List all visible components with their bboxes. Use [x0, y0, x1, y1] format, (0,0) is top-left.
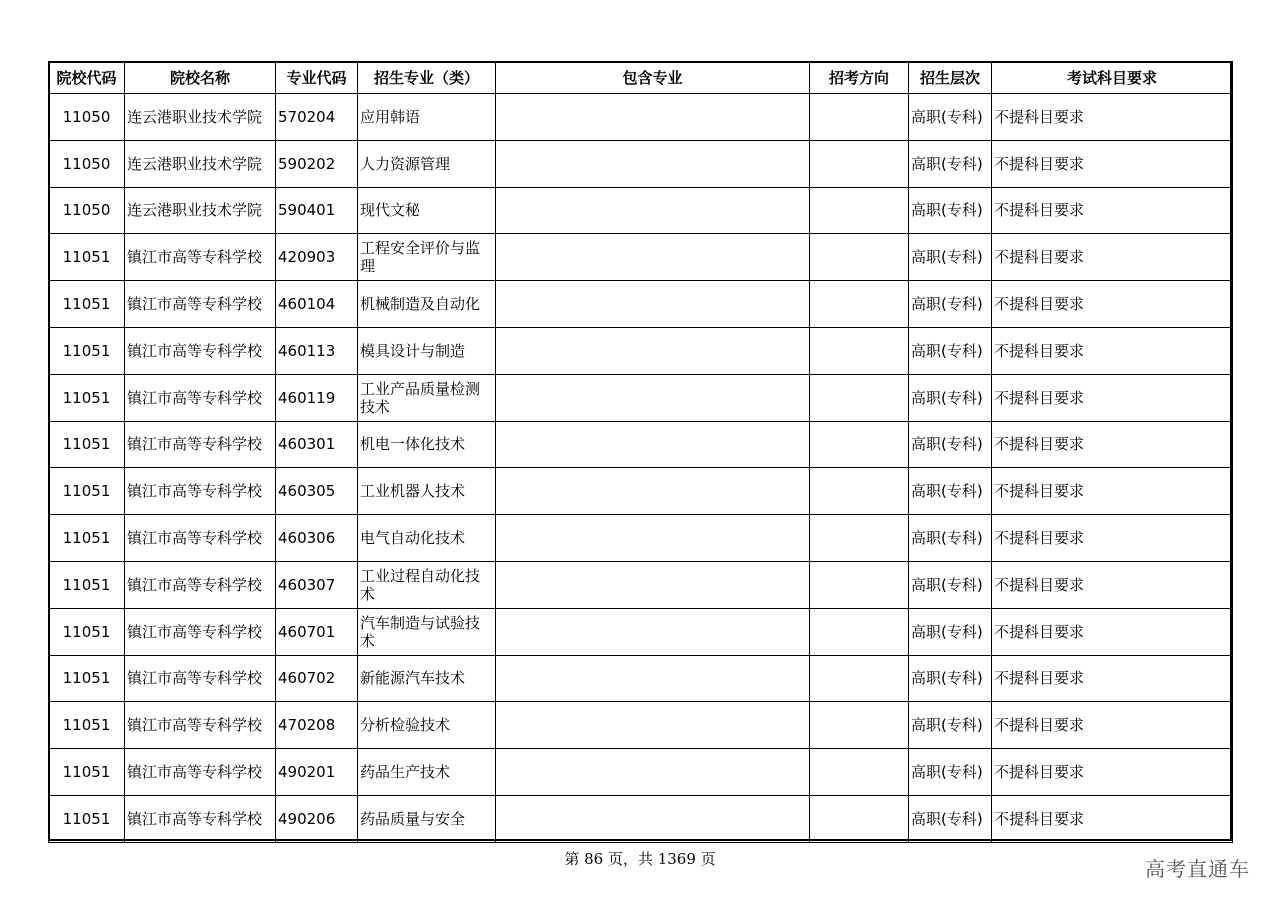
cell-subject-requirement: 不提科目要求	[992, 515, 1233, 562]
cell-major-code: 470208	[276, 702, 358, 749]
cell-school-name: 镇江市高等专科学校	[125, 655, 276, 702]
header-direction: 招考方向	[810, 62, 909, 94]
table-row	[49, 140, 1233, 187]
cell-direction	[810, 281, 909, 328]
cell-school-name: 镇江市高等专科学校	[125, 234, 276, 281]
cell-school-name: 镇江市高等专科学校	[125, 795, 276, 842]
cell-subject-requirement: 不提科目要求	[992, 561, 1233, 608]
cell-major: 机电一体化技术	[358, 421, 496, 468]
cell-direction	[810, 608, 909, 655]
table-row	[49, 795, 1233, 842]
cell-major-code: 460307	[276, 561, 358, 608]
cell-direction	[810, 327, 909, 374]
cell-major-code: 590202	[276, 140, 358, 187]
cell-subject-requirement: 不提科目要求	[992, 234, 1233, 281]
cell-subject-requirement: 不提科目要求	[992, 749, 1233, 796]
cell-major-code: 460104	[276, 281, 358, 328]
cell-major: 应用韩语	[358, 94, 496, 141]
cell-major: 新能源汽车技术	[358, 655, 496, 702]
cell-school-code: 11051	[49, 234, 125, 281]
cell-school-name: 连云港职业技术学院	[125, 94, 276, 141]
admissions-table	[48, 61, 1233, 843]
cell-major: 工业产品质量检测技术	[358, 374, 496, 421]
cell-direction	[810, 187, 909, 234]
cell-included-majors	[496, 749, 810, 796]
header-school-name: 院校名称	[125, 62, 276, 94]
cell-major-code: 460701	[276, 608, 358, 655]
cell-direction	[810, 561, 909, 608]
cell-school-code: 11050	[49, 94, 125, 141]
cell-school-name: 镇江市高等专科学校	[125, 421, 276, 468]
cell-subject-requirement: 不提科目要求	[992, 655, 1233, 702]
cell-school-name: 镇江市高等专科学校	[125, 515, 276, 562]
table-row	[49, 468, 1233, 515]
cell-included-majors	[496, 374, 810, 421]
header-included-majors: 包含专业	[496, 62, 810, 94]
cell-subject-requirement: 不提科目要求	[992, 468, 1233, 515]
header-major: 招生专业（类）	[358, 62, 496, 94]
table-row	[49, 561, 1233, 608]
cell-major: 现代文秘	[358, 187, 496, 234]
cell-subject-requirement: 不提科目要求	[992, 421, 1233, 468]
cell-school-code: 11051	[49, 749, 125, 796]
cell-major-code: 420903	[276, 234, 358, 281]
cell-school-code: 11051	[49, 421, 125, 468]
cell-direction	[810, 795, 909, 842]
cell-level: 高职(专科)	[909, 561, 992, 608]
cell-major: 工程安全评价与监理	[358, 234, 496, 281]
cell-major-code: 490201	[276, 749, 358, 796]
table-row	[49, 608, 1233, 655]
watermark-text: 高考直通车	[1145, 857, 1250, 881]
cell-school-name: 镇江市高等专科学校	[125, 561, 276, 608]
cell-subject-requirement: 不提科目要求	[992, 187, 1233, 234]
cell-direction	[810, 421, 909, 468]
cell-included-majors	[496, 281, 810, 328]
cell-major-code: 570204	[276, 94, 358, 141]
cell-subject-requirement: 不提科目要求	[992, 702, 1233, 749]
cell-level: 高职(专科)	[909, 795, 992, 842]
cell-direction	[810, 702, 909, 749]
header-major-code: 专业代码	[276, 62, 358, 94]
cell-school-name: 镇江市高等专科学校	[125, 702, 276, 749]
header-subject-requirement: 考试科目要求	[992, 62, 1233, 94]
table-row	[49, 281, 1233, 328]
cell-included-majors	[496, 234, 810, 281]
cell-included-majors	[496, 140, 810, 187]
cell-major: 汽车制造与试验技术	[358, 608, 496, 655]
cell-level: 高职(专科)	[909, 655, 992, 702]
cell-school-code: 11051	[49, 655, 125, 702]
cell-level: 高职(专科)	[909, 608, 992, 655]
cell-school-code: 11051	[49, 795, 125, 842]
table-body	[49, 94, 1233, 843]
table-row	[49, 327, 1233, 374]
table-row	[49, 234, 1233, 281]
cell-subject-requirement: 不提科目要求	[992, 374, 1233, 421]
cell-included-majors	[496, 94, 810, 141]
table-row	[49, 187, 1233, 234]
cell-level: 高职(专科)	[909, 187, 992, 234]
cell-subject-requirement: 不提科目要求	[992, 327, 1233, 374]
cell-major-code: 460113	[276, 327, 358, 374]
cell-major: 模具设计与制造	[358, 327, 496, 374]
cell-included-majors	[496, 421, 810, 468]
cell-subject-requirement: 不提科目要求	[992, 140, 1233, 187]
cell-included-majors	[496, 655, 810, 702]
cell-school-name: 镇江市高等专科学校	[125, 749, 276, 796]
cell-major: 工业机器人技术	[358, 468, 496, 515]
cell-school-code: 11051	[49, 702, 125, 749]
cell-school-name: 镇江市高等专科学校	[125, 374, 276, 421]
cell-major-code: 460305	[276, 468, 358, 515]
cell-school-name: 镇江市高等专科学校	[125, 327, 276, 374]
cell-school-code: 11051	[49, 608, 125, 655]
cell-major: 人力资源管理	[358, 140, 496, 187]
table-row	[49, 421, 1233, 468]
cell-school-name: 连云港职业技术学院	[125, 140, 276, 187]
cell-major-code: 590401	[276, 187, 358, 234]
cell-major: 药品质量与安全	[358, 795, 496, 842]
cell-level: 高职(专科)	[909, 374, 992, 421]
table-row	[49, 94, 1233, 141]
table-row	[49, 655, 1233, 702]
cell-school-code: 11051	[49, 468, 125, 515]
cell-direction	[810, 749, 909, 796]
cell-major: 药品生产技术	[358, 749, 496, 796]
cell-direction	[810, 468, 909, 515]
cell-major: 工业过程自动化技术	[358, 561, 496, 608]
cell-level: 高职(专科)	[909, 234, 992, 281]
page-number: 第 86 页，共 1369 页	[564, 850, 716, 868]
cell-included-majors	[496, 468, 810, 515]
cell-major: 机械制造及自动化	[358, 281, 496, 328]
table-row	[49, 515, 1233, 562]
cell-major: 分析检验技术	[358, 702, 496, 749]
cell-direction	[810, 234, 909, 281]
cell-direction	[810, 655, 909, 702]
cell-school-code: 11051	[49, 561, 125, 608]
cell-school-code: 11051	[49, 281, 125, 328]
table-row	[49, 702, 1233, 749]
cell-subject-requirement: 不提科目要求	[992, 795, 1233, 842]
cell-direction	[810, 374, 909, 421]
cell-major-code: 490206	[276, 795, 358, 842]
cell-school-name: 镇江市高等专科学校	[125, 608, 276, 655]
cell-level: 高职(专科)	[909, 515, 992, 562]
cell-major-code: 460702	[276, 655, 358, 702]
cell-school-name: 连云港职业技术学院	[125, 187, 276, 234]
cell-direction	[810, 94, 909, 141]
cell-included-majors	[496, 608, 810, 655]
cell-level: 高职(专科)	[909, 140, 992, 187]
cell-level: 高职(专科)	[909, 327, 992, 374]
header-level: 招生层次	[909, 62, 992, 94]
cell-major: 电气自动化技术	[358, 515, 496, 562]
cell-major-code: 460301	[276, 421, 358, 468]
cell-included-majors	[496, 702, 810, 749]
cell-direction	[810, 140, 909, 187]
cell-direction	[810, 515, 909, 562]
cell-included-majors	[496, 515, 810, 562]
header-school-code: 院校代码	[49, 62, 125, 94]
cell-subject-requirement: 不提科目要求	[992, 94, 1233, 141]
cell-subject-requirement: 不提科目要求	[992, 608, 1233, 655]
cell-major-code: 460306	[276, 515, 358, 562]
cell-major-code: 460119	[276, 374, 358, 421]
table-row	[49, 749, 1233, 796]
cell-level: 高职(专科)	[909, 702, 992, 749]
cell-level: 高职(专科)	[909, 468, 992, 515]
cell-included-majors	[496, 561, 810, 608]
cell-school-code: 11050	[49, 140, 125, 187]
cell-subject-requirement: 不提科目要求	[992, 281, 1233, 328]
table-header-row	[49, 62, 1233, 94]
cell-school-code: 11051	[49, 515, 125, 562]
table-row	[49, 374, 1233, 421]
cell-level: 高职(专科)	[909, 94, 992, 141]
cell-included-majors	[496, 795, 810, 842]
cell-school-code: 11051	[49, 374, 125, 421]
cell-school-code: 11051	[49, 327, 125, 374]
cell-included-majors	[496, 187, 810, 234]
cell-school-name: 镇江市高等专科学校	[125, 468, 276, 515]
cell-school-code: 11050	[49, 187, 125, 234]
cell-included-majors	[496, 327, 810, 374]
cell-level: 高职(专科)	[909, 421, 992, 468]
cell-level: 高职(专科)	[909, 281, 992, 328]
cell-school-name: 镇江市高等专科学校	[125, 281, 276, 328]
cell-level: 高职(专科)	[909, 749, 992, 796]
